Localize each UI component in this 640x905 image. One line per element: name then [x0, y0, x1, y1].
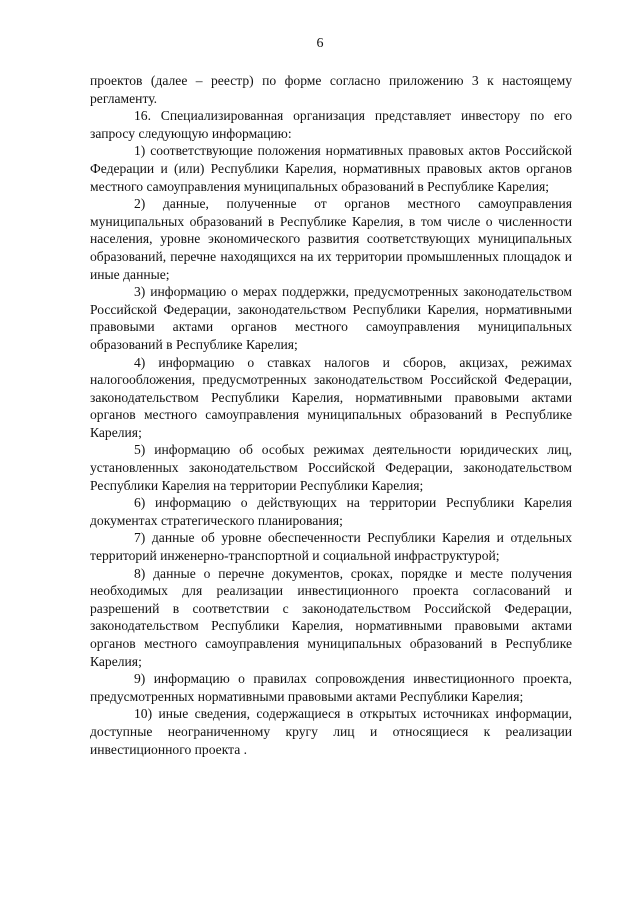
- list-item-2: 2) данные, полученные от органов местного самоуправления муниципальных образований в Республике Карелия, в том числе о численности населения, уровне экономического развития соответствующих муниципальных образований, перечне находящихся на их территории промышленных площадок и иные данные;: [90, 196, 572, 282]
- list-item-9: 9) информацию о правилах сопровождения инвестиционного проекта, предусмотренных нормативными правовыми актами Республики Карелия;: [90, 671, 572, 704]
- paragraph-item-16: 16. Специализированная организация представляет инвестору по его запросу следующую информацию:: [90, 108, 572, 141]
- paragraph-continuation: проектов (далее – реестр) по форме согласно приложению 3 к настоящему регламенту.: [90, 73, 572, 106]
- list-item-3: 3) информацию о мерах поддержки, предусмотренных законодательством Российской Федерации, законодательством Республики Карелия, нормативными правовыми актами органов местного самоуправления муниципальных образований в Республике Карелия;: [90, 284, 572, 352]
- list-item-4: 4) информацию о ставках налогов и сборов, акцизах, режимах налогообложения, предусмотренных законодательством Российской Федерации, законодательством Республики Карелия, нормативными правовыми актами органов местного самоуправления муниципальных образований в Республике Карелия;: [90, 354, 572, 440]
- list-item-10: 10) иные сведения, содержащиеся в открытых источниках информации, доступные неограниченному кругу лиц и относящиеся к реализации инвестиционного проекта .: [90, 706, 572, 757]
- list-item-8: 8) данные о перечне документов, сроках, порядке и месте получения необходимых для реализации инвестиционного проекта согласований и разрешений в соответствии с законодательством Российской Федерации, законодательством Республики Карелия, нормативными правовыми актами органов местного самоуправления муниципальных образований в Республике Карелия;: [90, 565, 572, 669]
- list-item-7: 7) данные об уровне обеспеченности Республики Карелия и отдельных территорий инженерно-транспортной и социальной инфраструктурой;: [90, 530, 572, 564]
- list-item-1: 1) соответствующие положения нормативных правовых актов Российской Федерации и (или) Республики Карелия, нормативных правовых актов органов местного самоуправления муниципальных образований в Республике Карелия;: [90, 143, 572, 194]
- list-item-6: 6) информацию о действующих на территории Республики Карелия документах стратегического планирования;: [90, 495, 572, 528]
- page-number: 6: [316, 36, 324, 51]
- list-item-5: 5) информацию об особых режимах деятельности юридических лиц, установленных законодательством Российской Федерации, законодательством Республики Карелия на территории Республики Карелия;: [90, 442, 572, 493]
- document-body: [90, 72, 572, 758]
